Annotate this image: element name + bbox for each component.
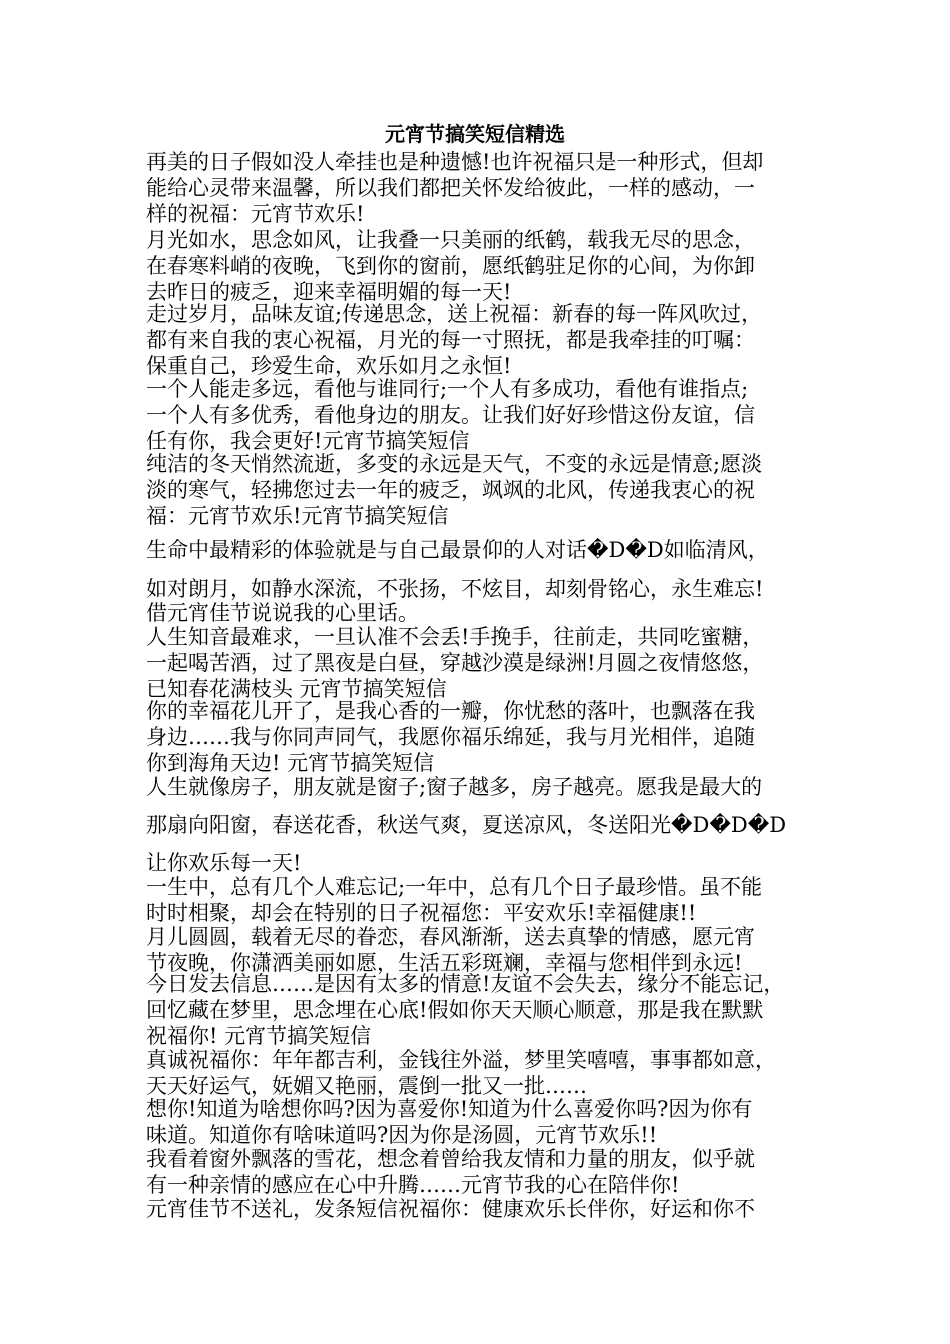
text-line: 有一种亲情的感应在心中升腾……元宵节我的心在陪伴你! xyxy=(146,1173,680,1197)
text-line: 保重自己，珍爱生命，欢乐如月之永恒! xyxy=(146,354,512,378)
text-line: 今日发去信息……是因有太多的情意!友谊不会失去，缘分不能忘记， xyxy=(146,972,785,996)
text-line: 再美的日子假如没人牵挂也是种遗憾!也许祝福只是一种形式，但却 xyxy=(146,150,764,174)
document-title: 元宵节搞笑短信精选 xyxy=(385,122,565,146)
text-line: 让你欢乐每一天! xyxy=(146,851,302,875)
text-line: 回忆藏在梦里，思念埋在心底!假如你天天顺心顺意，那是我在默默 xyxy=(146,998,764,1022)
text-line: 人生就像房子，朋友就是窗子;窗子越多，房子越亮。愿我是最大的 xyxy=(146,775,763,799)
text-line: 月光如水，思念如风，让我叠一只美丽的纸鹤，载我无尽的思念， xyxy=(146,228,755,252)
text-line: 元宵佳节不送礼，发条短信祝福你：健康欢乐长伴你，好运和你不 xyxy=(146,1197,755,1221)
text-line: 真诚祝福你：年年都吉利，金钱往外溢，梦里笑嘻嘻，事事都如意， xyxy=(146,1048,776,1072)
text-line: 任有你，我会更好!元宵节搞笑短信 xyxy=(146,429,470,453)
text-line: 一起喝苦酒，过了黑夜是白昼，穿越沙漠是绿洲!月圆之夜情悠悠， xyxy=(146,651,764,675)
text-line: 想你!知道为啥想你吗?因为喜爱你!知道为什么喜爱你吗?因为你有 xyxy=(146,1097,753,1121)
text-line: 天天好运气，妩媚又艳丽，震倒一批又一批…… xyxy=(146,1074,587,1098)
text-line: 都有来自我的衷心祝福，月光的每一寸照抚，都是我牵挂的叮嘱： xyxy=(146,328,755,352)
text-line: 一生中，总有几个人难忘记;一年中，总有几个日子最珍惜。虽不能 xyxy=(146,875,763,899)
text-line: 已知春花满枝头 元宵节搞笑短信 xyxy=(146,677,447,701)
text-line: 借元宵佳节说说我的心里话。 xyxy=(146,601,419,625)
text-line: 你到海角天边! 元宵节搞笑短信 xyxy=(146,751,435,775)
text-line: 时时相聚，却会在特别的日子祝福您：平安欢乐!幸福健康!! xyxy=(146,901,697,925)
text-line: 月儿圆圆，载着无尽的眷恋，春风渐渐，送去真挚的情感，愿元宵 xyxy=(146,925,755,949)
text-line: 一个人能走多远，看他与谁同行;一个人有多成功，看他有谁指点; xyxy=(146,377,749,401)
text-line: 人生知音最难求，一旦认准不会丢!手挽手，往前走，共同吃蜜糖， xyxy=(146,625,764,649)
text-line: 味道。知道你有啥味道吗?因为你是汤圆，元宵节欢乐!! xyxy=(146,1123,658,1147)
text-line: 生命中最精彩的体验就是与自己最景仰的人对话�D�D如临清风， xyxy=(146,538,769,562)
text-line: 纯洁的冬天悄然流逝，多变的永远是天气，不变的永远是情意;愿淡 xyxy=(146,452,763,476)
text-line: 身边……我与你同声同气，我愿你福乐绵延，我与月光相伴，追随 xyxy=(146,725,755,749)
text-line: 走过岁月，品味友谊;传递思念，送上祝福：新春的每一阵风吹过， xyxy=(146,302,763,326)
text-line: 在春寒料峭的夜晚，飞到你的窗前，愿纸鹤驻足你的心间，为你卸 xyxy=(146,254,755,278)
text-line: 你的幸福花儿开了，是我心香的一瓣，你忧愁的落叶，也飘落在我 xyxy=(146,699,755,723)
text-line: 能给心灵带来温馨，所以我们都把关怀发给彼此，一样的感动，一 xyxy=(146,176,755,200)
text-line: 样的祝福：元宵节欢乐! xyxy=(146,202,365,226)
text-line: 节夜晚，你潇洒美丽如愿，生活五彩斑斓，幸福与您相伴到永远! xyxy=(146,951,743,975)
text-line: 福：元宵节欢乐!元宵节搞笑短信 xyxy=(146,504,449,528)
text-line: 一个人有多优秀，看他身边的朋友。让我们好好珍惜这份友谊，信 xyxy=(146,403,755,427)
text-line: 淡的寒气，轻拂您过去一年的疲乏，飒飒的北风，传递我衷心的祝 xyxy=(146,478,755,502)
text-line: 去昨日的疲乏，迎来幸福明媚的每一天! xyxy=(146,280,512,304)
text-line: 那扇向阳窗，春送花香，秋送气爽，夏送凉风，冬送阳光�D�D�D xyxy=(146,813,787,837)
text-line: 如对朗月，如静水深流，不张扬，不炫目，却刻骨铭心，永生难忘! xyxy=(146,577,764,601)
text-line: 祝福你! 元宵节搞笑短信 xyxy=(146,1024,372,1048)
text-line: 我看着窗外飘落的雪花，想念着曾给我友情和力量的朋友，似乎就 xyxy=(146,1147,755,1171)
